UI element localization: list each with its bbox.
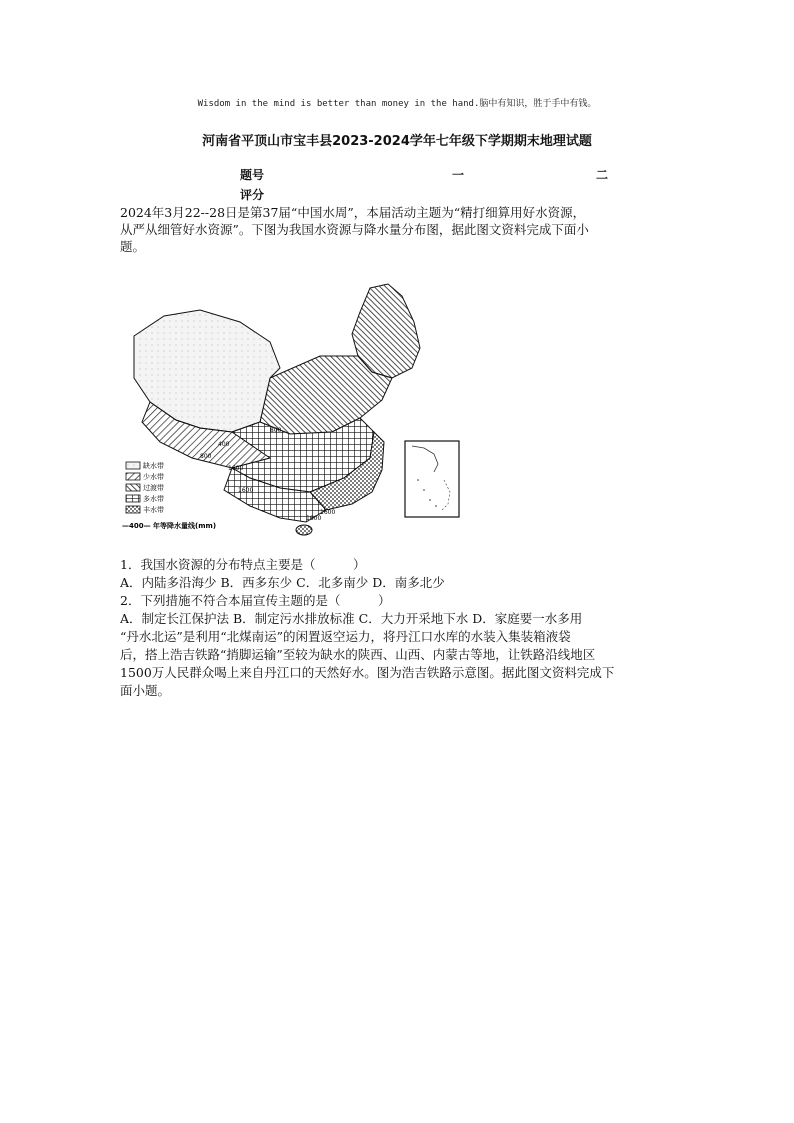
intro-line: 题。	[120, 239, 146, 254]
motto-header: Wisdom in the mind is better than money in the hand.脑中有知识，胜于手中有钱。	[197, 99, 597, 109]
contour-label: 400	[218, 441, 230, 448]
score-row-score	[240, 186, 660, 206]
passage-line: 面小题。	[120, 683, 171, 698]
south-china-sea-inset	[404, 440, 460, 518]
score-col-2: 二	[596, 168, 609, 182]
exam-title: 河南省平顶山市宝丰县2023-2024学年七年级下学期期末地理试题	[202, 134, 592, 149]
contour-label: 1600	[306, 515, 322, 522]
intro-paragraph	[120, 204, 680, 255]
passage-line: 后，搭上浩吉铁路“捎脚运输”至较为缺水的陕西、山西、内蒙古等地，让铁路沿线地区	[120, 647, 596, 662]
question-1: 1．我国水资源的分布特点主要是（ ）	[120, 557, 366, 572]
intro-line: 从严从细管好水资源”。下图为我国水资源与降水量分布图，据此图文资料完成下面小	[120, 222, 589, 237]
contour-label: 800	[270, 427, 282, 434]
legend-label: 过渡带	[143, 484, 164, 492]
contour-label: 1600	[238, 487, 254, 494]
question-1-options: A．内陆多沿海少 B．西多东少 C．北多南少 D．南多北少	[120, 575, 445, 590]
passage-line: “丹水北运”是利用“北煤南运”的闲置返空运力，将丹江口水库的水装入集装箱液袋	[120, 629, 571, 644]
score-label-number: 题号	[240, 168, 265, 182]
question-2: 2．下列措施不符合本届宣传主题的是（ ）	[120, 593, 391, 608]
legend-label: 多水带	[143, 495, 164, 503]
passage-line: 1500万人民群众喝上来自丹江口的天然好水。图为浩吉铁路示意图。据此图文资料完成下	[120, 665, 615, 680]
legend-label: 少水带	[143, 473, 164, 481]
score-label-score: 评分	[240, 188, 265, 202]
contour-label: 1600	[320, 509, 336, 516]
questions-block	[120, 556, 680, 700]
score-table	[240, 166, 660, 206]
isohyet-legend: —400— 年等降水量线(mm)	[122, 522, 217, 530]
contour-label: 1600	[228, 465, 244, 472]
intro-line: 2024年3月22--28日是第37届“中国水周”，本届活动主题为“精打细算用好水资源，	[120, 205, 586, 220]
legend-label: 丰水带	[143, 506, 164, 514]
score-col-1: 一	[452, 168, 465, 182]
legend-label: 缺水带	[143, 462, 164, 470]
contour-label: 800	[200, 453, 212, 460]
map-legend	[122, 461, 216, 530]
score-row-header	[240, 166, 660, 186]
question-2-options: A．制定长江保护法 B．制定污水排放标准 C．大力开采地下水 D．家庭要一水多用	[120, 611, 583, 626]
